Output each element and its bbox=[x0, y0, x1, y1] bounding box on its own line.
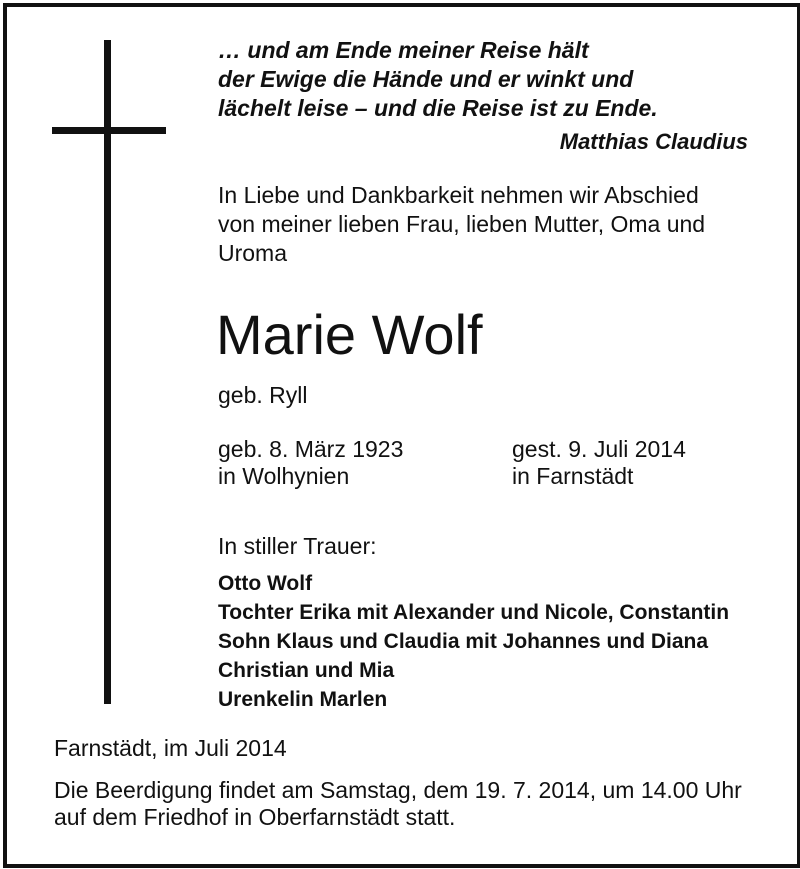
mourner-entry: Urenkelin Marlen bbox=[218, 688, 388, 711]
maiden-name: geb. Ryll bbox=[218, 382, 308, 408]
intro-text bbox=[218, 181, 763, 268]
birth-place: in Wolhynien bbox=[218, 463, 350, 489]
funeral-info bbox=[54, 777, 754, 831]
mourners-heading: In stiller Trauer: bbox=[218, 533, 377, 559]
quote-line: … und am Ende meiner Reise hält bbox=[218, 37, 589, 63]
birth-info bbox=[218, 436, 403, 490]
death-date: gest. 9. Juli 2014 bbox=[512, 436, 686, 462]
mourners-list bbox=[218, 569, 729, 714]
intro-line: In Liebe und Dankbarkeit nehmen wir Abschied bbox=[218, 182, 699, 208]
birth-date: geb. 8. März 1923 bbox=[218, 436, 404, 462]
deceased-name: Marie Wolf bbox=[216, 303, 483, 366]
intro-line: von meiner lieben Frau, lieben Mutter, Oma und bbox=[218, 211, 706, 237]
quote-line: der Ewige die Hände und er winkt und bbox=[218, 66, 634, 92]
quote bbox=[218, 36, 758, 123]
cross-vertical-bar bbox=[104, 40, 111, 704]
cross-horizontal-bar bbox=[52, 127, 166, 134]
place-date: Farnstädt, im Juli 2014 bbox=[54, 735, 287, 761]
quote-author: Matthias Claudius bbox=[559, 129, 748, 154]
mourner-entry: Sohn Klaus und Claudia mit Johannes und Diana bbox=[218, 630, 709, 653]
intro-line: Uroma bbox=[218, 240, 288, 266]
mourner-entry: Otto Wolf bbox=[218, 572, 313, 595]
death-info bbox=[512, 436, 686, 490]
mourner-entry: Tochter Erika mit Alexander und Nicole, Constantin bbox=[218, 601, 730, 624]
death-place: in Farnstädt bbox=[512, 463, 634, 489]
mourner-entry: Christian und Mia bbox=[218, 659, 395, 682]
quote-line: lächelt leise – und die Reise ist zu Ende. bbox=[218, 95, 658, 121]
funeral-line: auf dem Friedhof in Oberfarnstädt statt. bbox=[54, 804, 456, 830]
funeral-line: Die Beerdigung findet am Samstag, dem 19. 7. 2014, um 14.00 Uhr bbox=[54, 777, 742, 803]
